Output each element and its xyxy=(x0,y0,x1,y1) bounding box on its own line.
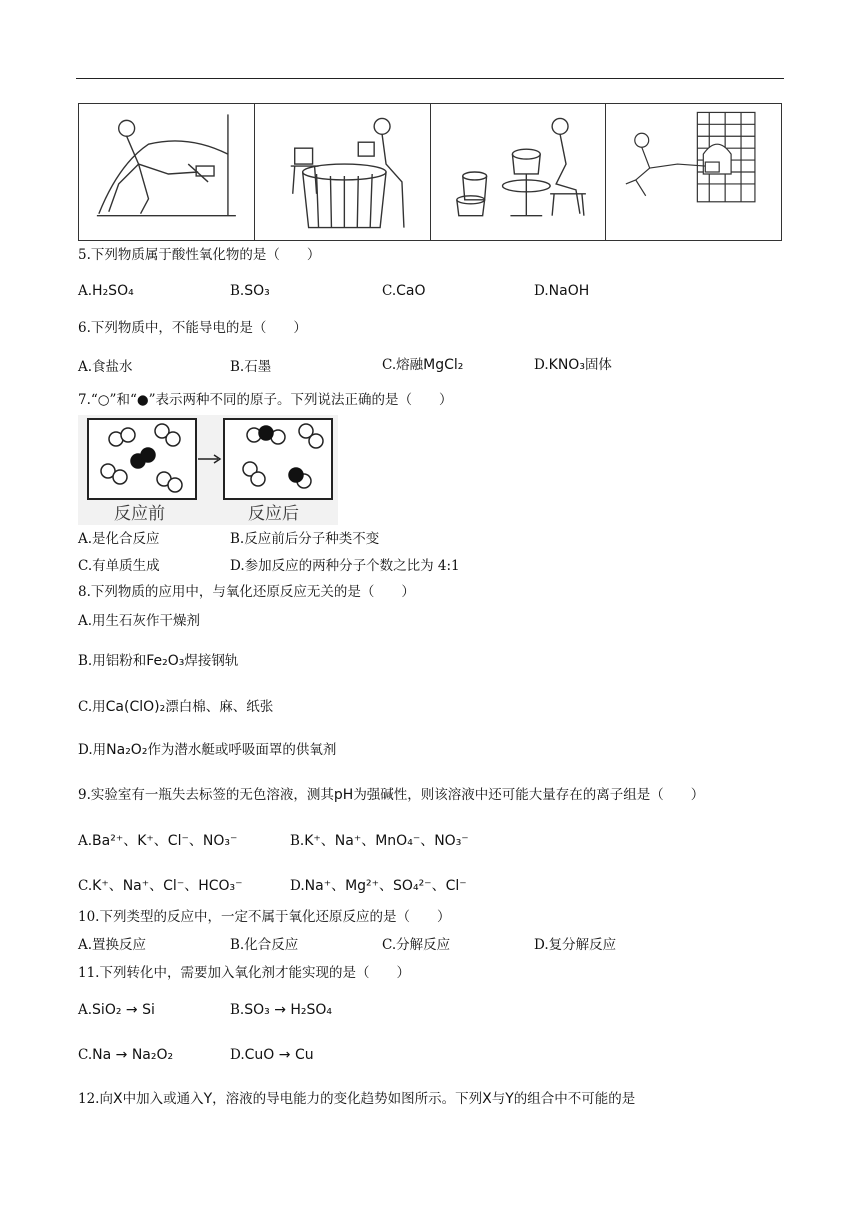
q11-c-label: C. xyxy=(78,1047,93,1063)
q9-option-b[interactable] xyxy=(290,832,469,850)
q11-d-formula: CuO → Cu xyxy=(244,1047,314,1063)
q8-c-pre: C.用 xyxy=(78,699,106,715)
q11-b-formula: SO₃ → H₂SO₄ xyxy=(244,1002,333,1018)
illustration-table xyxy=(78,103,782,241)
q8-d-pre: D.用 xyxy=(78,742,107,758)
q5-c-label: C. xyxy=(382,283,397,299)
before-label: 反应前 xyxy=(114,504,165,524)
q12-x1: X xyxy=(112,1091,123,1107)
q9-a-label: A. xyxy=(78,833,93,849)
q9-c-ions: K⁺、Na⁺、Cl⁻、HCO₃⁻ xyxy=(92,878,243,894)
q5-option-b[interactable] xyxy=(230,282,270,300)
q11-a-label: A. xyxy=(78,1002,93,1018)
q8-d-post: 作为潜水艇或呼吸面罩的供氧剂 xyxy=(147,742,337,758)
q12-y2: Y xyxy=(505,1091,514,1107)
q10-option-b[interactable]: B.化合反应 xyxy=(230,937,299,953)
q6-option-a[interactable]: A.食盐水 xyxy=(78,359,133,375)
q8-b-post: 焊接钢轨 xyxy=(184,653,239,669)
q12-p5: 的组合中不可能的是 xyxy=(513,1091,636,1107)
q11-stem: 11.下列转化中，需要加入氧化剂才能实现的是（ ） xyxy=(78,965,410,981)
q9-stem-post: 为强碱性，则该溶液中还可能大量存在的离子组是（ ） xyxy=(353,787,705,803)
q8-b-pre: B.用铝粉和 xyxy=(78,653,147,669)
q8-option-b[interactable] xyxy=(78,652,238,670)
q9-a-ions: Ba²⁺、K⁺、Cl⁻、NO₃⁻ xyxy=(92,833,238,849)
illustration-pottery xyxy=(431,104,607,240)
q9-option-a[interactable] xyxy=(78,832,237,850)
q6-option-b[interactable]: B.石墨 xyxy=(230,359,272,375)
q12-y1: Y xyxy=(203,1091,213,1107)
q5-d-formula: NaOH xyxy=(548,283,590,299)
q11-option-a[interactable] xyxy=(78,1001,155,1019)
q10-option-d[interactable]: D.复分解反应 xyxy=(534,937,617,953)
q9-c-label: C. xyxy=(78,878,93,894)
reaction-diagram xyxy=(78,415,338,525)
q11-option-c[interactable] xyxy=(78,1046,173,1064)
potter-wheel-image xyxy=(431,104,606,240)
q5-b-label: B. xyxy=(230,283,245,299)
kiln-worker-image xyxy=(606,104,781,240)
q10-stem: 10.下列类型的反应中，一定不属于氧化还原反应的是（ ） xyxy=(78,909,451,925)
molecule-diagram xyxy=(78,415,338,525)
q5-option-d[interactable] xyxy=(534,282,589,300)
worker-hammering-image xyxy=(79,104,254,240)
q5-c-formula: CaO xyxy=(396,283,426,299)
q7-option-a[interactable]: A.是化合反应 xyxy=(78,531,160,547)
q11-c-formula: Na → Na₂O₂ xyxy=(92,1047,174,1063)
q9-d-label: D. xyxy=(290,878,305,894)
q12-stem xyxy=(78,1090,635,1108)
q12-p1: 12.向 xyxy=(78,1091,113,1107)
q5-d-label: D. xyxy=(534,283,549,299)
q10-option-c[interactable]: C.分解反应 xyxy=(382,937,451,953)
q5-option-a[interactable] xyxy=(78,282,134,300)
q5-a-formula: H₂SO₄ xyxy=(92,283,134,299)
q9-d-ions: Na⁺、Mg²⁺、SO₄²⁻、Cl⁻ xyxy=(304,878,467,894)
q7-stem: 7.“○”和“●”表示两种不同的原子。下列说法正确的是（ ） xyxy=(78,392,453,408)
q9-stem xyxy=(78,786,704,804)
q6-c-formula: MgCl₂ xyxy=(423,357,464,373)
q6-option-d[interactable] xyxy=(534,356,612,374)
q8-option-a[interactable]: A.用生石灰作干燥剂 xyxy=(78,613,201,629)
q9-b-ions: K⁺、Na⁺、MnO₄⁻、NO₃⁻ xyxy=(304,833,469,849)
illustration-barrel xyxy=(255,104,431,240)
illustration-mining xyxy=(79,104,255,240)
header-rule xyxy=(76,78,784,79)
after-label: 反应后 xyxy=(248,504,299,524)
q11-option-d[interactable] xyxy=(230,1046,314,1064)
q7-option-b[interactable]: B.反应前后分子种类不变 xyxy=(230,531,380,547)
q8-b-formula: Fe₂O₃ xyxy=(146,653,185,669)
q9-option-d[interactable] xyxy=(290,877,467,895)
q10-option-a[interactable]: A.置换反应 xyxy=(78,937,147,953)
q5-b-formula: SO₃ xyxy=(244,283,270,299)
worker-barrel-image xyxy=(255,104,430,240)
q11-a-formula: SiO₂ → Si xyxy=(92,1002,155,1018)
q6-d-suffix: 固体 xyxy=(584,357,612,373)
q6-c-label: C.熔融 xyxy=(382,357,424,373)
q9-option-c[interactable] xyxy=(78,877,243,895)
q9-stem-formula: pH xyxy=(333,787,354,803)
q6-stem: 6.下列物质中，不能导电的是（ ） xyxy=(78,320,307,336)
q11-option-b[interactable] xyxy=(230,1001,332,1019)
q12-p2: 中加入或通入 xyxy=(122,1091,204,1107)
q7-option-c[interactable]: C.有单质生成 xyxy=(78,558,160,574)
q11-b-label: B. xyxy=(230,1002,245,1018)
q12-p3: ，溶液的导电能力的变化趋势如图所示。下列 xyxy=(212,1091,483,1107)
illustration-kiln xyxy=(606,104,781,240)
q6-d-formula: KNO₃ xyxy=(548,357,585,373)
q8-c-formula: Ca(ClO)₂ xyxy=(105,699,166,715)
q9-b-label: B. xyxy=(290,833,305,849)
q12-x2: X xyxy=(482,1091,492,1107)
q8-option-c[interactable] xyxy=(78,698,273,716)
q8-stem: 8.下列物质的应用中，与氧化还原反应无关的是（ ） xyxy=(78,584,415,600)
q6-d-label: D. xyxy=(534,357,549,373)
q8-c-post: 漂白棉、麻、纸张 xyxy=(165,699,274,715)
q5-a-label: A. xyxy=(78,283,93,299)
q12-p4: 与 xyxy=(491,1091,506,1107)
q5-option-c[interactable] xyxy=(382,282,426,300)
q8-d-formula: Na₂O₂ xyxy=(106,742,148,758)
q5-stem: 5.下列物质属于酸性氧化物的是（ ） xyxy=(78,247,321,263)
q11-d-label: D. xyxy=(230,1047,245,1063)
q6-option-c[interactable] xyxy=(382,356,463,374)
q8-option-d[interactable] xyxy=(78,741,336,759)
q9-stem-pre: 9.实验室有一瓶失去标签的无色溶液，测其 xyxy=(78,787,334,803)
q7-option-d[interactable]: D.参加反应的两种分子个数之比为 4:1 xyxy=(230,558,460,574)
